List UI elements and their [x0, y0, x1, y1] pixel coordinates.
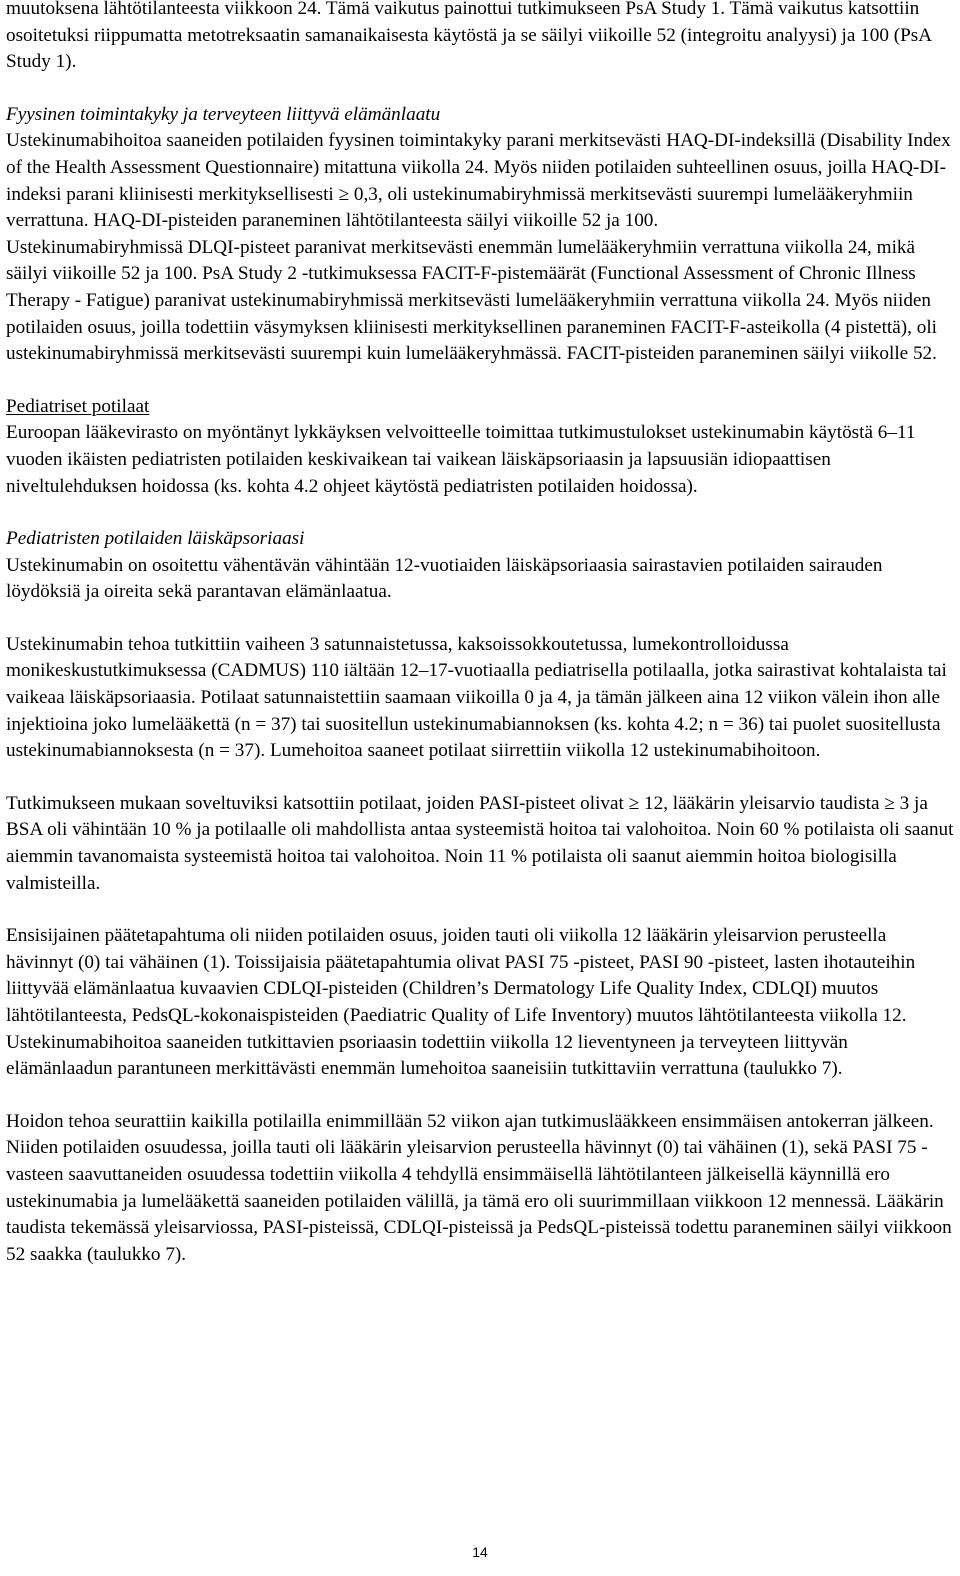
- paragraph-spacer: [6, 765, 954, 791]
- body-paragraph: Hoidon tehoa seurattiin kaikilla potilailla enimmillään 52 viikon ajan tutkimuslääkkeen ensimmäisen antokerran jälkeen. Niiden potilaiden osuudessa, joilla tauti oli lääkärin yleisarvion perusteella hävinnyt (0) tai vähäinen (1), sekä PASI 75 -vasteen saavuttaneiden osuudessa todettiin viikolla 4 tehdyllä ensimmäisellä lähtötilanteen jälkeisellä käynnillä ero ustekinumabia ja lumelääkettä saaneiden potilaiden välillä, ja tämä ero oli suurimmillaan viikkoon 12 mennessä. Lääkärin taudista tekemässä yleisarviossa, PASI-pisteissä, CDLQI-pisteissä ja PedsQL-pisteissä todettu paraneminen säilyi viikkoon 52 saakka (taulukko 7).: [6, 1110, 952, 1265]
- body-paragraph: Euroopan lääkevirasto on myöntänyt lykkäyksen velvoitteelle toimittaa tutkimustulokset ustekinumabin käytöstä 6–11 vuoden ikäisten pediatristen potilaiden keskivaikean tai vaikean läiskäpsoriaasin ja lapsuusiän idiopaattisen niveltulehduksen hoidossa (ks. kohta 4.2 ohjeet käytöstä pediatristen potilaiden hoidossa).: [6, 422, 916, 497]
- paragraph-spacer: [6, 368, 954, 394]
- body-paragraph: Ustekinumabiryhmissä DLQI-pisteet paranivat merkitsevästi enemmän lumelääkeryhmiin verrattuna viikolla 24, mikä säilyi viikoille 52 ja 100. PsA Study 2 -tutkimuksessa FACIT-F-pistemäärät (Functional Assessment of Chronic Illness Therapy - Fatigue) paranivat ustekinumabiryhmissä merkitsevästi lumelääkeryhmiin verrattuna viikolla 24. Myös niiden potilaiden osuus, joilla todettiin väsymyksen kliinisesti merkityksellinen paraneminen FACIT-F-asteikolla (4 pistettä), oli ustekinumabiryhmissä merkitsevästi suurempi kuin lumelääkeryhmässä. FACIT-pisteiden paraneminen säilyi viikolle 52.: [6, 236, 937, 365]
- body-paragraph: muutoksena lähtötilanteesta viikkoon 24. Tämä vaikutus painottui tutkimukseen PsA Study 1. Tämä vaikutus katsottiin osoitetuksi riippumatta metotreksaatin samanaikaisesta käytöstä ja se säilyi viikoille 52 (integroitu analyysi) ja 100 (PsA Study 1).: [6, 0, 932, 73]
- paragraph-spacer: [6, 606, 954, 632]
- document-page: [6, 0, 954, 1268]
- section-heading-pediatric-psoriasis: Pediatristen potilaiden läiskäpsoriaasi: [6, 528, 305, 550]
- body-paragraph: Ustekinumabihoitoa saaneiden potilaiden fyysinen toimintakyky parani merkitsevästi HAQ-DI-indeksillä (Disability Index of the Health Assessment Questionnaire) mitattuna viikolla 24. Myös niiden potilaiden suhteellinen osuus, joilla HAQ-DI-indeksi parani kliinisesti merkityksellisesti ≥ 0,3, oli ustekinumabiryhmissä merkitsevästi suurempi lumelääkeryhmiin verrattuna. HAQ-DI-pisteiden paraneminen lähtötilanteesta säilyi viikoille 52 ja 100.: [6, 130, 951, 232]
- section-heading-pediatric: Pediatriset potilaat: [6, 395, 150, 417]
- paragraph-spacer: [6, 500, 954, 526]
- paragraph-spacer: [6, 1083, 954, 1109]
- body-paragraph: Ustekinumabin tehoa tutkittiin vaiheen 3 satunnaistetussa, kaksoissokkoutetussa, lumekontrolloidussa monikeskustutkimuksessa (CADMUS) 110 iältään 12–17-vuotiaalla pediatrisella potilaalla, jotka sairastivat kohtalaista tai vaikeaa läiskäpsoriaasia. Potilaat satunnaistettiin saamaan viikoilla 0 ja 4, ja tämän jälkeen aina 12 viikon välein ihon alle injektioina joko lumelääkettä (n = 37) tai suositellun ustekinumabiannoksen (ks. kohta 4.2; n = 36) tai puolet suositellusta ustekinumabiannoksesta (n = 37). Lumehoitoa saaneet potilaat siirrettiin viikolla 12 ustekinumabihoitoon.: [6, 633, 947, 762]
- body-paragraph: Ensisijainen päätetapahtuma oli niiden potilaiden osuus, joiden tauti oli viikolla 12 lääkärin yleisarvion perusteella hävinnyt (0) tai vähäinen (1). Toissijaisia päätetapahtumia olivat PASI 75 -pisteet, PASI 90 -pisteet, lasten ihotauteihin liittyvää elämänlaatua kuvaavien CDLQI-pisteiden (Children’s Dermatology Life Quality Index, CDLQI) muutos lähtötilanteesta, PedsQL-kokonaispisteiden (Paediatric Quality of Life Inventory) muutos lähtötilanteesta viikolla 12. Ustekinumabihoitoa saaneiden tutkittavien psoriaasin todettiin viikolla 12 lieventyneen ja terveyteen liittyvän elämänlaadun parantuneen merkittävästi enemmän lumehoitoa saaneisiin tutkittaviin verrattuna (taulukko 7).: [6, 925, 916, 1080]
- body-paragraph: Ustekinumabin on osoitettu vähentävän vähintään 12-vuotiaiden läiskäpsoriaasia sairastavien potilaiden sairauden löydöksiä ja oireita sekä parantavan elämänlaatua.: [6, 554, 883, 603]
- section-heading-physical-function: Fyysinen toimintakyky ja terveyteen liittyvä elämänlaatu: [6, 103, 441, 125]
- paragraph-spacer: [6, 897, 954, 923]
- paragraph-spacer: [6, 76, 954, 102]
- body-paragraph: Tutkimukseen mukaan soveltuviksi katsottiin potilaat, joiden PASI-pisteet olivat ≥ 12, lääkärin yleisarvio taudista ≥ 3 ja BSA oli vähintään 10 % ja potilaalle oli mahdollista antaa systeemistä hoitoa tai valohoitoa. Noin 60 % potilaista oli saanut aiemmin tavanomaista systeemistä hoitoa tai valohoitoa. Noin 11 % potilaista oli saanut aiemmin hoitoa biologisilla valmisteilla.: [6, 792, 954, 894]
- page-number: 14: [472, 1544, 488, 1560]
